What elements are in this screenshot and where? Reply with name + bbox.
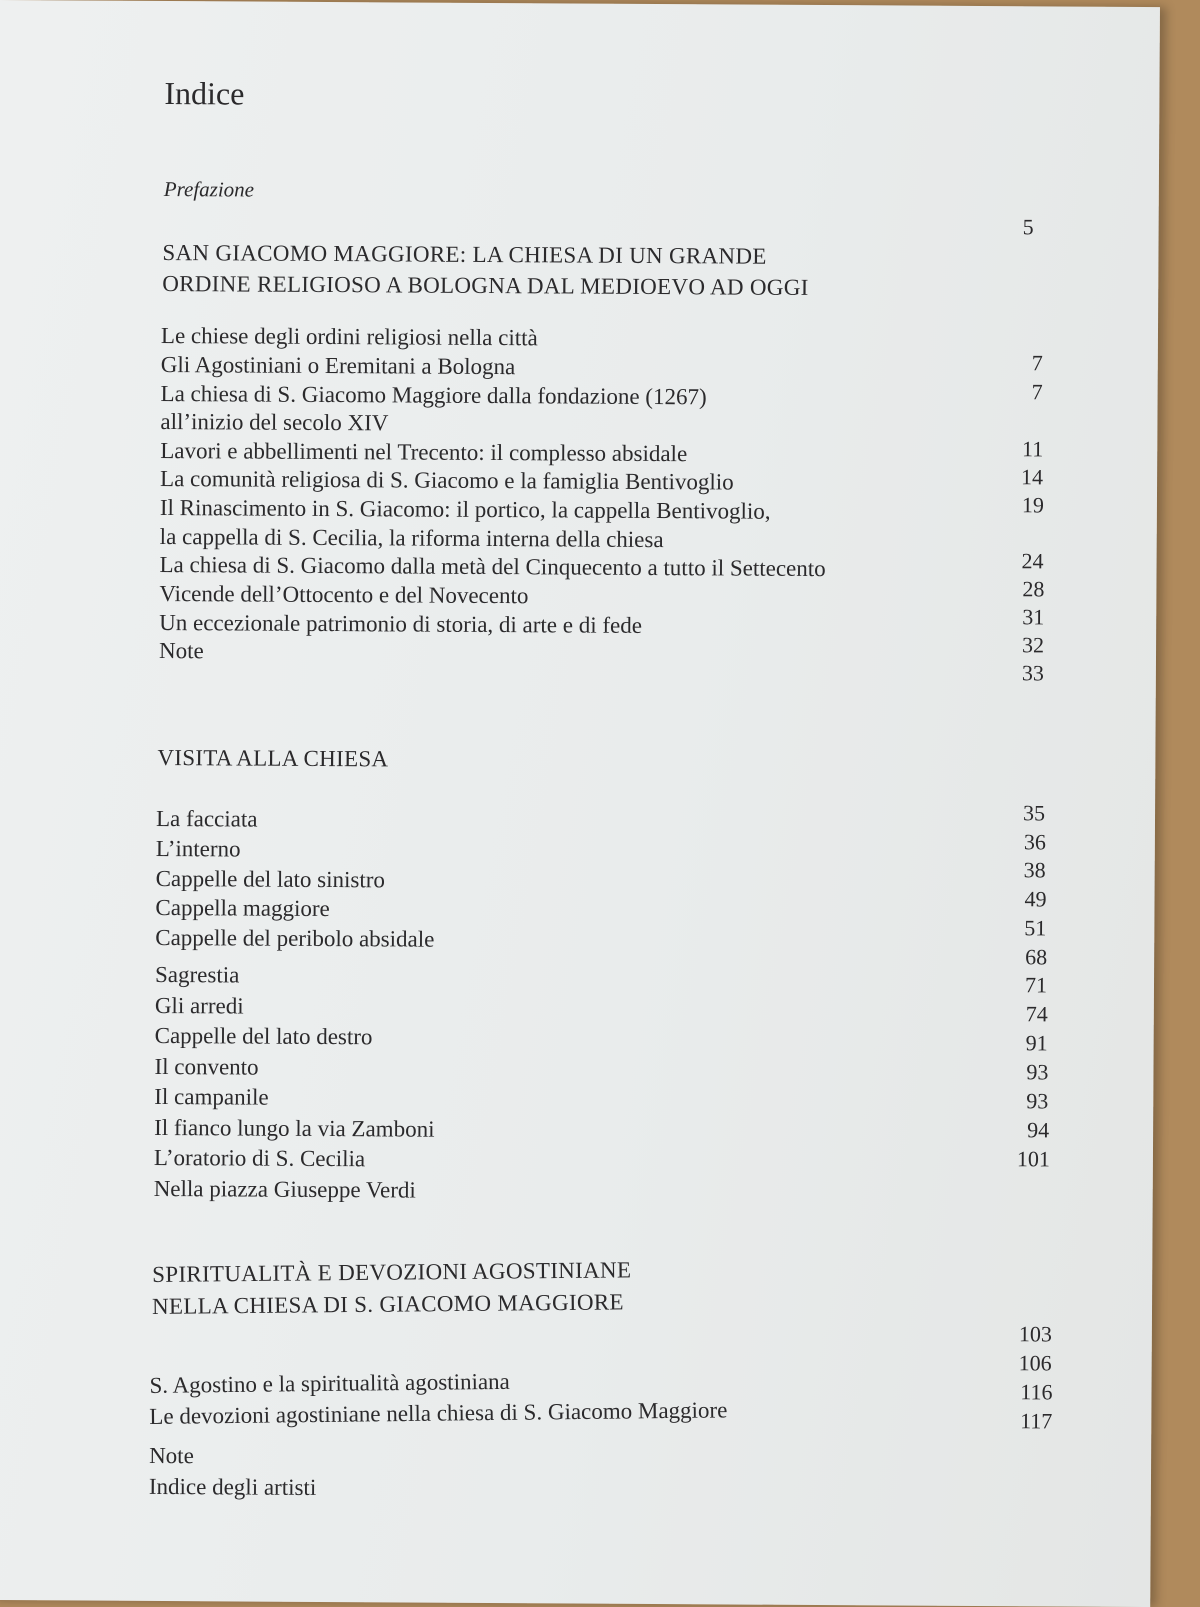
toc-page-number: 103 <box>1018 1321 1052 1347</box>
toc-entry: La chiesa di S. Giacomo dalla metà del Cinquecento a tutto il Settecento <box>159 551 826 582</box>
toc-entry: Nella piazza Giuseppe Verdi <box>153 1175 416 1203</box>
toc-entry: La chiesa di S. Giacomo Maggiore dalla fondazione (1267) <box>160 380 707 410</box>
toc-entry: la cappella di S. Cecilia, la riforma interna della chiesa <box>159 523 664 553</box>
toc-entry: Le devozioni agostiniane nella chiesa di S. Giacomo Maggiore <box>149 1397 728 1429</box>
toc-entry: Cappelle del lato destro <box>154 1022 373 1050</box>
toc-entry: Un eccezionale patrimonio di storia, di arte e di fede <box>159 609 643 638</box>
toc-entry: Note <box>158 637 204 664</box>
toc-page-number: 7 <box>1031 379 1043 405</box>
section1-heading-line2: ORDINE RELIGIOSO A BOLOGNA DAL MEDIOEVO AD OGGI <box>162 270 809 300</box>
toc-entry: Il convento <box>154 1053 259 1080</box>
toc-page-number: 7 <box>1031 350 1043 376</box>
toc-entry: Gli arredi <box>154 992 244 1019</box>
toc-entry: S. Agostino e la spiritualità agostiniana <box>149 1368 510 1398</box>
toc-entry: Il Rinascimento in S. Giacomo: il portico, la cappella Bentivoglio, <box>159 494 771 524</box>
toc-page-number: 71 <box>1024 972 1048 998</box>
toc-entry: Cappelle del lato sinistro <box>155 865 386 893</box>
section3-heading-line2: NELLA CHIESA DI S. GIACOMO MAGGIORE <box>151 1289 624 1319</box>
toc-entry: Vicende dell’Ottocento e del Novecento <box>159 580 529 609</box>
toc-page-number: 31 <box>1022 604 1045 630</box>
toc-page-number: 36 <box>1023 829 1046 855</box>
section1-heading-line1: SAN GIACOMO MAGGIORE: LA CHIESA DI UN GRANDE <box>162 239 767 269</box>
toc-page-number: 106 <box>1018 1350 1052 1376</box>
toc-page-number: 33 <box>1021 660 1044 686</box>
toc-entry: L’interno <box>155 835 241 862</box>
toc-entry: Il fianco lungo la via Zamboni <box>154 1114 435 1142</box>
toc-page-number: 28 <box>1022 576 1045 602</box>
toc-entry: Gli Agostiniani o Eremitani a Bologna <box>160 351 516 380</box>
toc-entry: L’oratorio di S. Cecilia <box>153 1144 366 1172</box>
toc-entry: Note <box>149 1442 194 1469</box>
toc-entry: La comunità religiosa di S. Giacomo e la famiglia Bentivoglio <box>160 465 734 495</box>
toc-page-number: 68 <box>1025 944 1048 970</box>
toc-entry: Cappella maggiore <box>155 894 330 922</box>
toc-page-number: 35 <box>1022 800 1046 826</box>
toc-page-number: 49 <box>1024 886 1047 912</box>
toc-entry: Sagrestia <box>154 961 240 988</box>
toc-page-number: 14 <box>1021 464 1044 490</box>
toc-page-number: 91 <box>1025 1030 1048 1056</box>
toc-entry: Cappelle del peribolo absidale <box>155 924 435 952</box>
toc-entry: La facciata <box>155 805 258 832</box>
page-title: Indice <box>164 75 245 112</box>
toc-entry: Il campanile <box>154 1083 269 1110</box>
toc-page-number: 51 <box>1024 915 1047 941</box>
preface-label: Prefazione <box>163 177 255 202</box>
toc-page-number: 38 <box>1023 857 1046 883</box>
toc-entry: all’inizio del secolo XIV <box>160 408 389 436</box>
toc-entry: Le chiese degli ordini religiosi nella città <box>160 322 538 351</box>
toc-page-number: 19 <box>1021 492 1045 518</box>
section2-heading: VISITA ALLA CHIESA <box>157 744 389 772</box>
toc-page-number: 101 <box>1016 1146 1051 1172</box>
toc-page-number: 94 <box>1027 1117 1050 1143</box>
toc-page-number: 117 <box>1020 1408 1053 1434</box>
preface-page: 5 <box>1022 214 1034 240</box>
toc-page-number: 93 <box>1026 1059 1049 1085</box>
toc-page-number: 116 <box>1020 1379 1053 1405</box>
toc-page-number: 11 <box>1022 436 1044 462</box>
toc-page-number: 74 <box>1025 1001 1048 1027</box>
toc-entry: Lavori e abbellimenti nel Trecento: il complesso absidale <box>160 437 688 467</box>
toc-page-number: 93 <box>1026 1088 1049 1114</box>
toc-entry: Indice degli artisti <box>148 1473 317 1500</box>
toc-page-number: 24 <box>1021 548 1044 574</box>
section3-heading-line1: SPIRITUALITÀ E DEVOZIONI AGOSTINIANE <box>152 1257 632 1287</box>
toc-page-number: 32 <box>1022 632 1045 658</box>
